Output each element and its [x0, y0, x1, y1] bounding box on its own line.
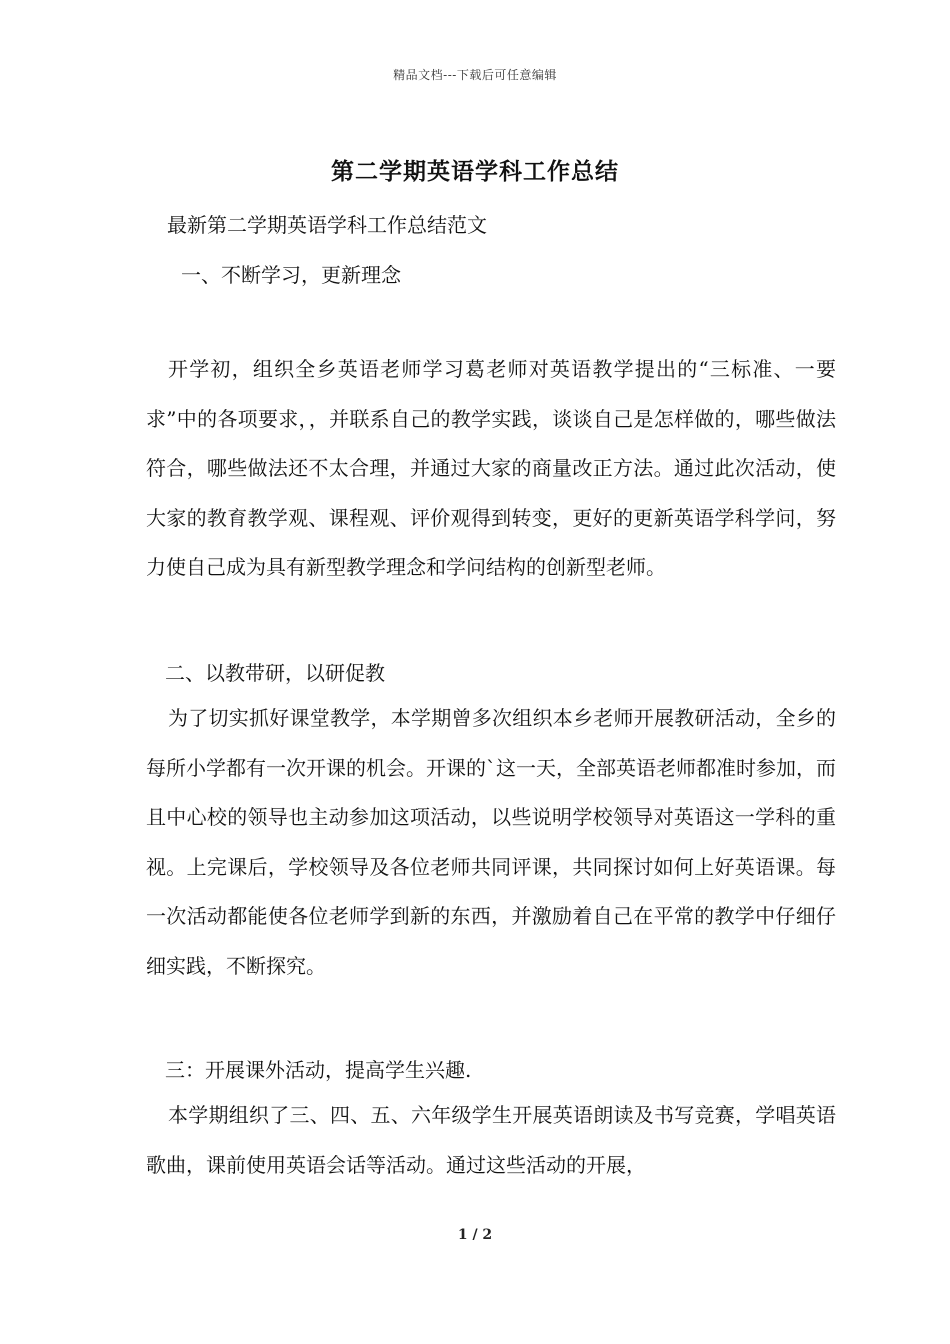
header-note: 精品文档---下载后可任意编辑 — [393, 68, 557, 82]
document-title: 第二学期英语学科工作总结 — [331, 158, 619, 185]
document-subtitle: 最新第二学期英语学科工作总结范文 — [167, 213, 487, 237]
section-heading-1: 一、不断学习，更新理念 — [181, 263, 401, 287]
section-body-2: 为了切实抓好课堂教学，本学期曾多次组织本乡老师开展教研活动，全乡的每所小学都有一次开课的机会。开课的`这一天，全部英语老师都准时参加，而且中心校的领导也主动参加这项活动，以些说明学校领导对英语这一学科的重视。上完课后，学校领导及各位老师共同评课，共同探讨如何上好英语课。每一次活动都能使各位老师学到新的东西，并激励着自己在平常的教学中仔细仔细实践，不断探究。 — [146, 706, 836, 978]
page-number: 1 / 2 — [457, 1227, 493, 1243]
section-body-3: 本学期组织了三、四、五、六年级学生开展英语朗读及书写竞赛，学唱英语歌曲，课前使用英语会话等活动。通过这些活动的开展， — [146, 1103, 836, 1177]
section-heading-3: 三：开展课外活动，提高学生兴趣. — [165, 1058, 472, 1082]
section-heading-2: 二、以教带研，以研促教 — [165, 661, 385, 685]
section-body-1: 开学初，组织全乡英语老师学习葛老师对英语教学提出的“三标准、一要求”中的各项要求，，并联系自己的教学实践，谈谈自己是怎样做的，哪些做法符合，哪些做法还不太合理，并通过大家的商量改正方法。通过此次活动，使大家的教育教学观、课程观、评价观得到转变，更好的更新英语学科学问，努力使自己成为具有新型教学理念和学问结构的创新型老师。 — [146, 357, 836, 579]
